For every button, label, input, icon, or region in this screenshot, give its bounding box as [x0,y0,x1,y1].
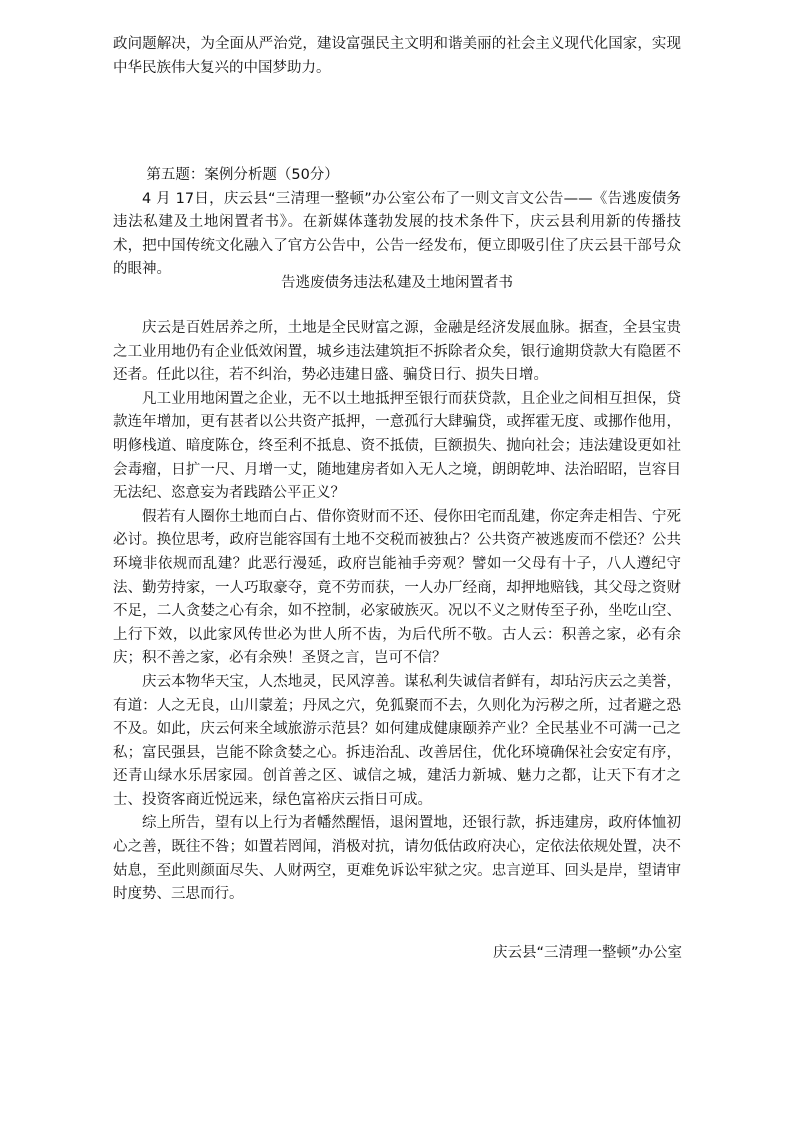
notice-title: 告逃废债务违法私建及土地闲置者书 [281,275,513,291]
notice-paragraph-3: 假若有人圈你土地而白占、借你资财而不还、侵你田宅而乱建，你定奔走相告、宁死必讨。换位思考，政府岂能容国有土地不交税而被独占？公共资产被逃废而不偿还？公共环境非依规而乱建？此恶行漫延，政府岂能袖手旁观？譬如一父母有十子，八人遵纪守法、勤劳持家，一人巧取豪夺，竟不劳而获，一人办厂经商，却押地赔钱，其父母之资财不足，二人贪婪之心有余，如不控制，必家破族灭。况以不义之财传至子孙，坐吃山空、上行下效，以此家风传世必为世人所不齿，为后代所不敬。古人云：积善之家，必有余庆；积不善之家，必有余殃！圣贤之言，岂可不信？ [113,508,681,667]
notice-body [113,317,681,907]
notice-signature: 庆云县“三清理一整顿”办公室 [492,945,682,961]
notice-paragraph-4: 庆云本物华天宝，人杰地灵，民风淳善。谋私利失诚信者鲜有，却玷污庆云之美誉，有道：人之无良，山川蒙羞；丹凤之穴，免狐聚而不去，久则化为污秽之所，过者避之恐不及。如此，庆云何来全域旅游示范县？如何建成健康颐养产业？全民基业不可满一己之私；富民强县，岂能不除贪婪之心。拆违治乱、改善居住，优化环境确保社会安定有序，还青山绿水乐居家园。创首善之区、诚信之城，建活力新城、魅力之都，让天下有才之士、投资客商近悦远来，绿色富裕庆云指日可成。 [113,673,681,808]
intro-paragraph: 政问题解决，为全面从严治党，建设富强民主文明和谐美丽的社会主义现代化国家，实现中华民族伟大复兴的中国梦助力。 [113,36,681,76]
notice-paragraph-2: 凡工业用地闲置之企业，无不以土地抵押至银行而获贷款，且企业之间相互担保，贷款连年增加，更有甚者以公共资产抵押，一意孤行大肆骗贷，或挥霍无度、或挪作他用，明修栈道、暗度陈仓，终至利不抵息、资不抵债，巨额损失、抛向社会；违法建设更如社会毒瘤，日扩一尺、月增一丈，随地建房者如入无人之境，朗朗乾坤、法治昭昭，岂容目无法纪、恣意妄为者践踏公平正义？ [113,390,681,502]
notice-paragraph-1: 庆云是百姓居养之所，土地是全民财富之源，金融是经济发展血脉。据查，全县宝贵之工业用地仍有企业低效闲置，城乡违法建筑拒不拆除者众矣，银行逾期贷款大有隐匿不还者。任此以往，若不纠治，势必违建日盛、骗贷日行、损失日增。 [113,320,681,384]
question-description: 4 月 17日，庆云县“三清理一整顿”办公室公布了一则文言文公告——《告逃废债务违法私建及土地闲置者书》。在新媒体蓬勃发展的技术条件下，庆云县利用新的传播技术，把中国传统文化融入了官方公告中，公告一经发布，便立即吸引住了庆云县干部号众的眼神。 [113,190,681,278]
question-section [113,164,681,282]
question-heading: 第五题：案例分析题（50分） [146,167,339,183]
intro-section [113,33,681,80]
notice-paragraph-5: 综上所告，望有以上行为者幡然醒悟，退闲置地，还银行款，拆违建房，政府体恤初心之善，既往不咎；如置若罔闻，消极对抗，请勿低估政府决心，定依法依规处置，决不姑息，至此则颜面尽失、人财两空，更难免诉讼牢狱之灾。忠言逆耳、回头是岸，望请审时度势、三思而行。 [113,815,681,903]
